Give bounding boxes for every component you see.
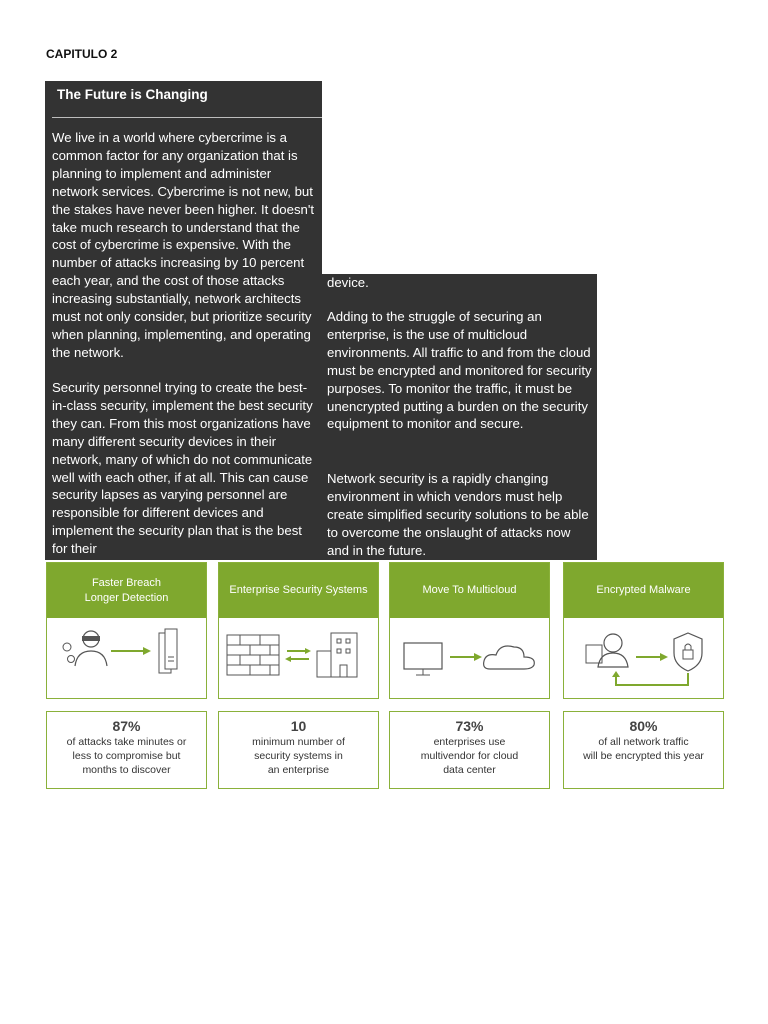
hacker-to-server-icon <box>47 621 206 696</box>
infographic-card-encrypted-malware <box>563 562 724 699</box>
firewall-building-icon <box>219 621 378 696</box>
stat-value: 87% <box>112 718 141 734</box>
article-column-left <box>45 81 322 560</box>
title-divider <box>52 117 322 118</box>
paragraph-2: Security personnel trying to create the best-in-class security, implement the best security they can. From this most organizations have many different security devices in their network, many of which do not communicate well with each other, if at all. This can cause security lapses as varying personnel are responsible for different devices and implement the security plan that is the best for their <box>52 380 313 557</box>
paragraph-3: Adding to the struggle of securing an enterprise, is the use of multicloud environments. All traffic to and from the cloud must be encrypted and monitored for security purposes. To monitor the traffic, it must be unencrypted putting a burden on the security equipment to monitor and secure. <box>327 309 592 432</box>
paragraph-1: We live in a world where cybercrime is a common factor for any organization that is planning to implement and administer network services. Cybercrime is not new, but the stakes have never been higher. It doesn't take much research to understand that the cost of cybercrime is expensive. With the number of attacks increasing by 10 percent each year, and the cost of those attacks increasing substantially, network architects must not only consider, but prioritize security when planning, implementing, and operating the network. <box>52 130 315 360</box>
stat-box-87: 87% of attacks take minutes or less to compromise but months to discover <box>46 711 207 789</box>
article-column-right <box>321 274 597 560</box>
paragraph-4: Network security is a rapidly changing environment in which vendors must help create simplified security solutions to be able to overcome the onslaught of attacks now and in the future. <box>327 471 589 558</box>
infographic-card-breach <box>46 562 207 699</box>
card-title: Encrypted Malware <box>564 563 723 618</box>
stat-value: 10 <box>290 718 307 734</box>
stat-box-80: 80% of all network traffic will be encrypted this year <box>563 711 724 789</box>
stat-value: 73% <box>455 718 484 734</box>
article-title: The Future is Changing <box>57 87 208 102</box>
monitor-to-cloud-icon <box>390 621 549 696</box>
card-title: Faster Breach Longer Detection <box>47 563 206 618</box>
infographic-card-multicloud <box>389 562 550 699</box>
card-title: Move To Multicloud <box>390 563 549 618</box>
chapter-heading: CAPITULO 2 <box>46 47 118 61</box>
paragraph-2-continued: device. <box>327 275 369 290</box>
stat-box-73: 73% enterprises use multivendor for cloud data center <box>389 711 550 789</box>
infographic-card-security-systems <box>218 562 379 699</box>
stat-box-10: 10 minimum number of security systems in an enterprise <box>218 711 379 789</box>
card-title: Enterprise Security Systems <box>219 563 378 618</box>
stat-value: 80% <box>629 718 658 734</box>
user-to-shield-icon <box>564 621 723 696</box>
